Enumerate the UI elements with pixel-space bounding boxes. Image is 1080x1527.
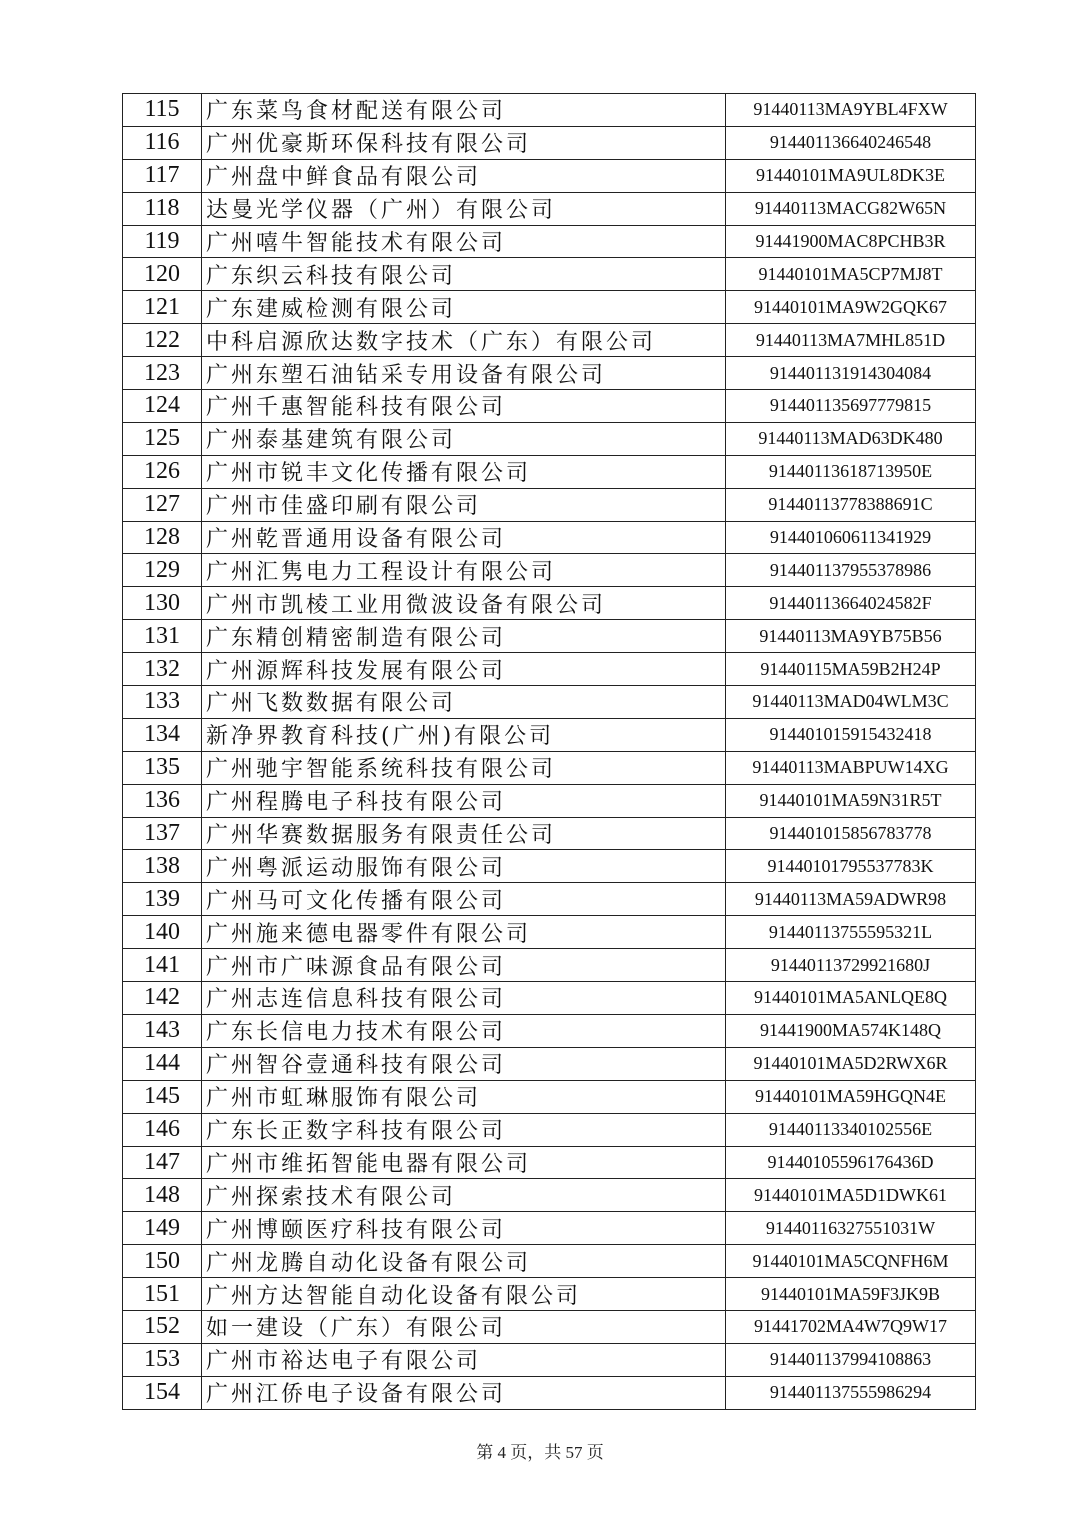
table-row: [123, 1146, 976, 1179]
row-number: 140: [123, 916, 202, 949]
row-number: 128: [123, 521, 202, 554]
credit-code: 91440101MA9W2GQK67: [726, 291, 976, 324]
credit-code: 914401137994108863: [726, 1343, 976, 1376]
row-number: 125: [123, 422, 202, 455]
table-row: [123, 192, 976, 225]
company-name: 广州志连信息科技有限公司: [202, 982, 726, 1015]
credit-code: 91440113729921680J: [726, 949, 976, 982]
row-number: 135: [123, 751, 202, 784]
credit-code: 91440113MACG82W65N: [726, 192, 976, 225]
row-number: 138: [123, 850, 202, 883]
table-row: [123, 94, 976, 127]
row-number: 117: [123, 159, 202, 192]
table-row: [123, 488, 976, 521]
company-list-table: [122, 93, 976, 1410]
credit-code: 914401131914304084: [726, 357, 976, 390]
row-number: 116: [123, 126, 202, 159]
table-row: [123, 686, 976, 719]
table-row: [123, 653, 976, 686]
credit-code: 91440101795537783K: [726, 850, 976, 883]
row-number: 115: [123, 94, 202, 127]
company-name: 广东建威检测有限公司: [202, 291, 726, 324]
credit-code: 91440113778388691C: [726, 488, 976, 521]
row-number: 130: [123, 587, 202, 620]
credit-code: 91440116327551031W: [726, 1212, 976, 1245]
row-number: 132: [123, 653, 202, 686]
table-row: [123, 1376, 976, 1409]
credit-code: 91440113MA9YB75B56: [726, 620, 976, 653]
credit-code: 91440101MA59F3JK9B: [726, 1278, 976, 1311]
table-row: [123, 751, 976, 784]
company-name: 广州驰宇智能系统科技有限公司: [202, 751, 726, 784]
table-row: [123, 291, 976, 324]
credit-code: 91440101MA5CQNFH6M: [726, 1245, 976, 1278]
row-number: 146: [123, 1113, 202, 1146]
credit-code: 91440113MABPUW14XG: [726, 751, 976, 784]
credit-code: 91441702MA4W7Q9W17: [726, 1310, 976, 1343]
company-name: 广州方达智能自动化设备有限公司: [202, 1278, 726, 1311]
company-name: 广东精创精密制造有限公司: [202, 620, 726, 653]
company-name: 如一建设（广东）有限公司: [202, 1310, 726, 1343]
company-list-body: [123, 94, 976, 1410]
table-row: [123, 850, 976, 883]
company-name: 广州江侨电子设备有限公司: [202, 1376, 726, 1409]
row-number: 120: [123, 258, 202, 291]
row-number: 150: [123, 1245, 202, 1278]
company-name: 广州嘻牛智能技术有限公司: [202, 225, 726, 258]
credit-code: 91440113618713950E: [726, 455, 976, 488]
company-name: 广州博颐医疗科技有限公司: [202, 1212, 726, 1245]
table-row: [123, 1245, 976, 1278]
company-name: 广州优豪斯环保科技有限公司: [202, 126, 726, 159]
row-number: 145: [123, 1080, 202, 1113]
credit-code: 914401015856783778: [726, 817, 976, 850]
credit-code: 914401135697779815: [726, 390, 976, 423]
table-row: [123, 357, 976, 390]
row-number: 119: [123, 225, 202, 258]
table-row: [123, 126, 976, 159]
company-name: 广州粤派运动服饰有限公司: [202, 850, 726, 883]
row-number: 129: [123, 554, 202, 587]
table-row: [123, 883, 976, 916]
company-name: 广东长信电力技术有限公司: [202, 1014, 726, 1047]
table-row: [123, 1014, 976, 1047]
row-number: 141: [123, 949, 202, 982]
credit-code: 91440113MA59ADWR98: [726, 883, 976, 916]
row-number: 134: [123, 718, 202, 751]
credit-code: 91441900MAC8PCHB3R: [726, 225, 976, 258]
credit-code: 91440113MA9YBL4FXW: [726, 94, 976, 127]
row-number: 153: [123, 1343, 202, 1376]
company-name: 新净界教育科技(广州)有限公司: [202, 718, 726, 751]
table-row: [123, 521, 976, 554]
table-row: [123, 718, 976, 751]
company-name: 广州东塑石油钻采专用设备有限公司: [202, 357, 726, 390]
company-name: 广州华赛数据服务有限责任公司: [202, 817, 726, 850]
table-row: [123, 1113, 976, 1146]
row-number: 127: [123, 488, 202, 521]
company-name: 广州施来德电器零件有限公司: [202, 916, 726, 949]
table-row: [123, 982, 976, 1015]
credit-code: 91440113664024582F: [726, 587, 976, 620]
table-row: [123, 455, 976, 488]
credit-code: 91440113MAD04WLM3C: [726, 686, 976, 719]
credit-code: 91440113MAD63DK480: [726, 422, 976, 455]
company-name: 广州龙腾自动化设备有限公司: [202, 1245, 726, 1278]
row-number: 143: [123, 1014, 202, 1047]
row-number: 124: [123, 390, 202, 423]
company-name: 广州市佳盛印刷有限公司: [202, 488, 726, 521]
credit-code: 91440101MA59N31R5T: [726, 784, 976, 817]
row-number: 144: [123, 1047, 202, 1080]
row-number: 121: [123, 291, 202, 324]
table-row: [123, 258, 976, 291]
credit-code: 91440113755595321L: [726, 916, 976, 949]
company-name: 广州盘中鲜食品有限公司: [202, 159, 726, 192]
row-number: 131: [123, 620, 202, 653]
credit-code: 91440101MA5D2RWX6R: [726, 1047, 976, 1080]
company-name: 广州汇隽电力工程设计有限公司: [202, 554, 726, 587]
company-name: 达曼光学仪器（广州）有限公司: [202, 192, 726, 225]
company-name: 广州探索技术有限公司: [202, 1179, 726, 1212]
company-name: 广州市虹琳服饰有限公司: [202, 1080, 726, 1113]
company-name: 广东长正数字科技有限公司: [202, 1113, 726, 1146]
row-number: 118: [123, 192, 202, 225]
row-number: 152: [123, 1310, 202, 1343]
company-name: 广州智谷壹通科技有限公司: [202, 1047, 726, 1080]
table-row: [123, 1343, 976, 1376]
table-row: [123, 784, 976, 817]
credit-code: 914401060611341929: [726, 521, 976, 554]
company-name: 广州乾晋通用设备有限公司: [202, 521, 726, 554]
credit-code: 91440105596176436D: [726, 1146, 976, 1179]
company-name: 广东菜鸟食材配送有限公司: [202, 94, 726, 127]
table-row: [123, 1080, 976, 1113]
table-row: [123, 1212, 976, 1245]
table-row: [123, 587, 976, 620]
credit-code: 91440101MA5CP7MJ8T: [726, 258, 976, 291]
row-number: 126: [123, 455, 202, 488]
table-row: [123, 916, 976, 949]
company-name: 中科启源欣达数字技术（广东）有限公司: [202, 324, 726, 357]
company-name: 广州市维拓智能电器有限公司: [202, 1146, 726, 1179]
credit-code: 914401137555986294: [726, 1376, 976, 1409]
table-row: [123, 1310, 976, 1343]
table-row: [123, 1278, 976, 1311]
table-row: [123, 225, 976, 258]
row-number: 137: [123, 817, 202, 850]
row-number: 148: [123, 1179, 202, 1212]
credit-code: 914401137955378986: [726, 554, 976, 587]
credit-code: 91440101MA59HGQN4E: [726, 1080, 976, 1113]
company-name: 广州市凯棱工业用微波设备有限公司: [202, 587, 726, 620]
credit-code: 914401015915432418: [726, 718, 976, 751]
table-row: [123, 949, 976, 982]
credit-code: 91440113MA7MHL851D: [726, 324, 976, 357]
row-number: 139: [123, 883, 202, 916]
row-number: 149: [123, 1212, 202, 1245]
table-row: [123, 422, 976, 455]
company-name: 广州千惠智能科技有限公司: [202, 390, 726, 423]
credit-code: 91440101MA5D1DWK61: [726, 1179, 976, 1212]
company-name: 广东织云科技有限公司: [202, 258, 726, 291]
row-number: 136: [123, 784, 202, 817]
table-row: [123, 390, 976, 423]
table-row: [123, 1047, 976, 1080]
company-name: 广州程腾电子科技有限公司: [202, 784, 726, 817]
table-row: [123, 1179, 976, 1212]
company-name: 广州市锐丰文化传播有限公司: [202, 455, 726, 488]
company-name: 广州市裕达电子有限公司: [202, 1343, 726, 1376]
company-name: 广州泰基建筑有限公司: [202, 422, 726, 455]
table-row: [123, 159, 976, 192]
row-number: 147: [123, 1146, 202, 1179]
table-row: [123, 817, 976, 850]
row-number: 122: [123, 324, 202, 357]
credit-code: 91440113340102556E: [726, 1113, 976, 1146]
company-name: 广州源辉科技发展有限公司: [202, 653, 726, 686]
credit-code: 914401136640246548: [726, 126, 976, 159]
row-number: 151: [123, 1278, 202, 1311]
credit-code: 91440115MA59B2H24P: [726, 653, 976, 686]
company-name: 广州市广味源食品有限公司: [202, 949, 726, 982]
credit-code: 91440101MA9UL8DK3E: [726, 159, 976, 192]
company-name: 广州马可文化传播有限公司: [202, 883, 726, 916]
company-name: 广州飞数数据有限公司: [202, 686, 726, 719]
row-number: 154: [123, 1376, 202, 1409]
credit-code: 91441900MA574K148Q: [726, 1014, 976, 1047]
row-number: 123: [123, 357, 202, 390]
table-row: [123, 324, 976, 357]
credit-code: 91440101MA5ANLQE8Q: [726, 982, 976, 1015]
table-row: [123, 620, 976, 653]
row-number: 142: [123, 982, 202, 1015]
row-number: 133: [123, 686, 202, 719]
page-number: 第 4 页，共 57 页: [476, 1443, 604, 1462]
table-row: [123, 554, 976, 587]
